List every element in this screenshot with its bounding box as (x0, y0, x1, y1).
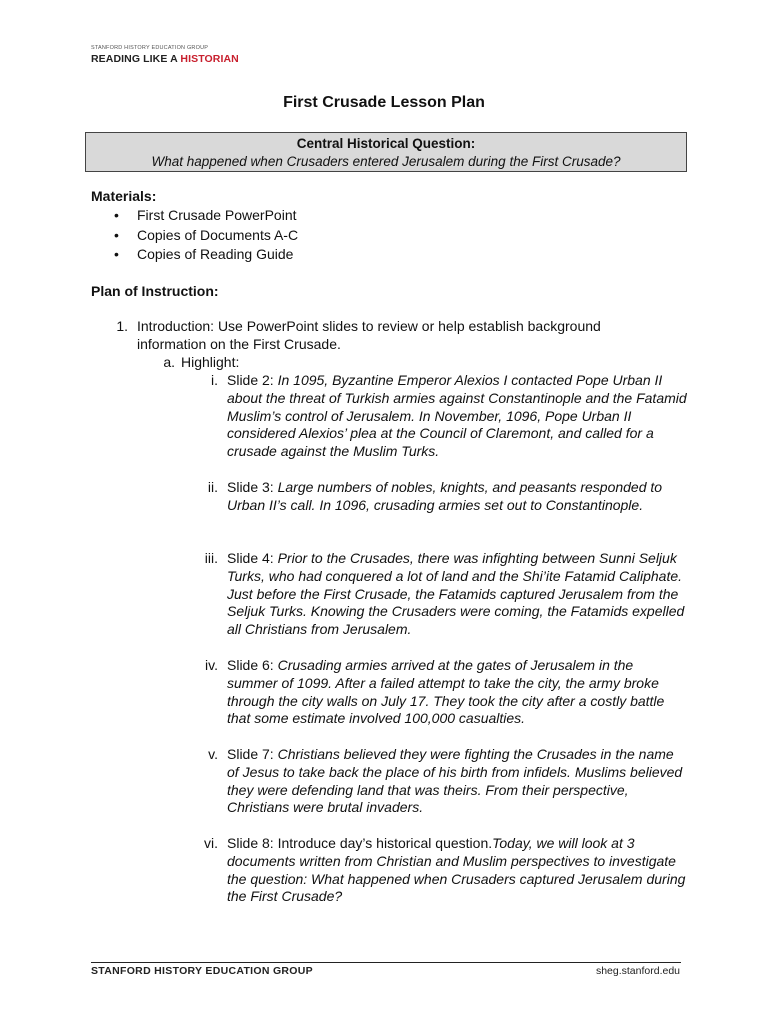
logo (91, 45, 239, 71)
slide-item: Slide 6: Crusading armies arrived at the gates of Jerusalem in the summer of 1099. After a failed attempt to take the city, the army broke through the city walls on July 17. They took the city after a costly battle that some estimate involved 100,000 casualties. (227, 657, 665, 727)
footer-divider (91, 962, 681, 963)
list-item: • Copies of Reading Guide (91, 245, 298, 265)
slide-item: Slide 8: Introduce day’s historical question.Today, we will look at 3 documents written from Christian and Muslim perspectives to investigate the question: What happened when Crusaders captured Jerusalem during the First Crusade? (227, 835, 686, 905)
slide-number: vi. (204, 835, 218, 851)
slide-number: ii. (207, 479, 218, 495)
sub-label: Highlight: (181, 354, 240, 370)
page-title: First Crusade Lesson Plan (283, 94, 485, 111)
central-question-heading: Central Historical Question: (296, 136, 476, 151)
materials-heading: Materials: (91, 188, 157, 204)
footer-url: sheg.stanford.edu (595, 965, 680, 977)
slide-number: v. (208, 746, 218, 762)
sub-number: a. (163, 354, 175, 370)
logo-org: STANFORD HISTORY EDUCATION GROUP (91, 45, 209, 51)
materials-list (91, 206, 298, 265)
footer-org: STANFORD HISTORY EDUCATION GROUP (91, 965, 313, 977)
plan-heading: Plan of Instruction: (91, 283, 219, 299)
slide-item: Slide 7: Christians believed they were fighting the Crusades in the name of Jesus to take back the place of his birth from infidels. Muslims believed they were defending land that was theirs. From their perspective, Christians were brutal invaders. (227, 746, 683, 816)
slide-item: Slide 3: Large numbers of nobles, knights, and peasants responded to Urban II’s call. In 1096, crusading armies set out to Constantinople. (227, 479, 663, 513)
list-item: • Copies of Documents A-C (91, 226, 298, 246)
step-intro: Introduction: Use PowerPoint slides to review or help establish background information on the First Crusade. (137, 318, 601, 352)
slide-number: iv. (205, 657, 218, 673)
list-item: • First Crusade PowerPoint (91, 206, 298, 226)
central-question-text: What happened when Crusaders entered Jerusalem during the First Crusade? (151, 154, 621, 169)
logo-wordmark: READING LIKE A HISTORIAN (91, 53, 239, 65)
slide-number: iii. (204, 550, 218, 566)
slide-item: Slide 2: In 1095, Byzantine Emperor Alexios I contacted Pope Urban II about the threat of Turkish armies against Constantinople and the Fatamid Muslim’s control of Jerusalem. In November, 1096, Pope Urban II considered Alexios’ plea at the Council of Claremont, and called for a crusade against the Muslim Turks. (227, 372, 687, 460)
slide-item: Slide 4: Prior to the Crusades, there was infighting between Sunni Seljuk Turks, who had conquered a lot of land and the Shi’ite Fatamid Caliphate. Just before the First Crusade, the Fatamids captured Jerusalem from the Seljuk Turks. Knowing the Crusaders were coming, the Fatamids expelled all Christians from Jerusalem. (227, 550, 685, 638)
central-question-box (85, 132, 687, 172)
step-number: 1. (116, 318, 128, 334)
slide-number: i. (211, 372, 218, 388)
